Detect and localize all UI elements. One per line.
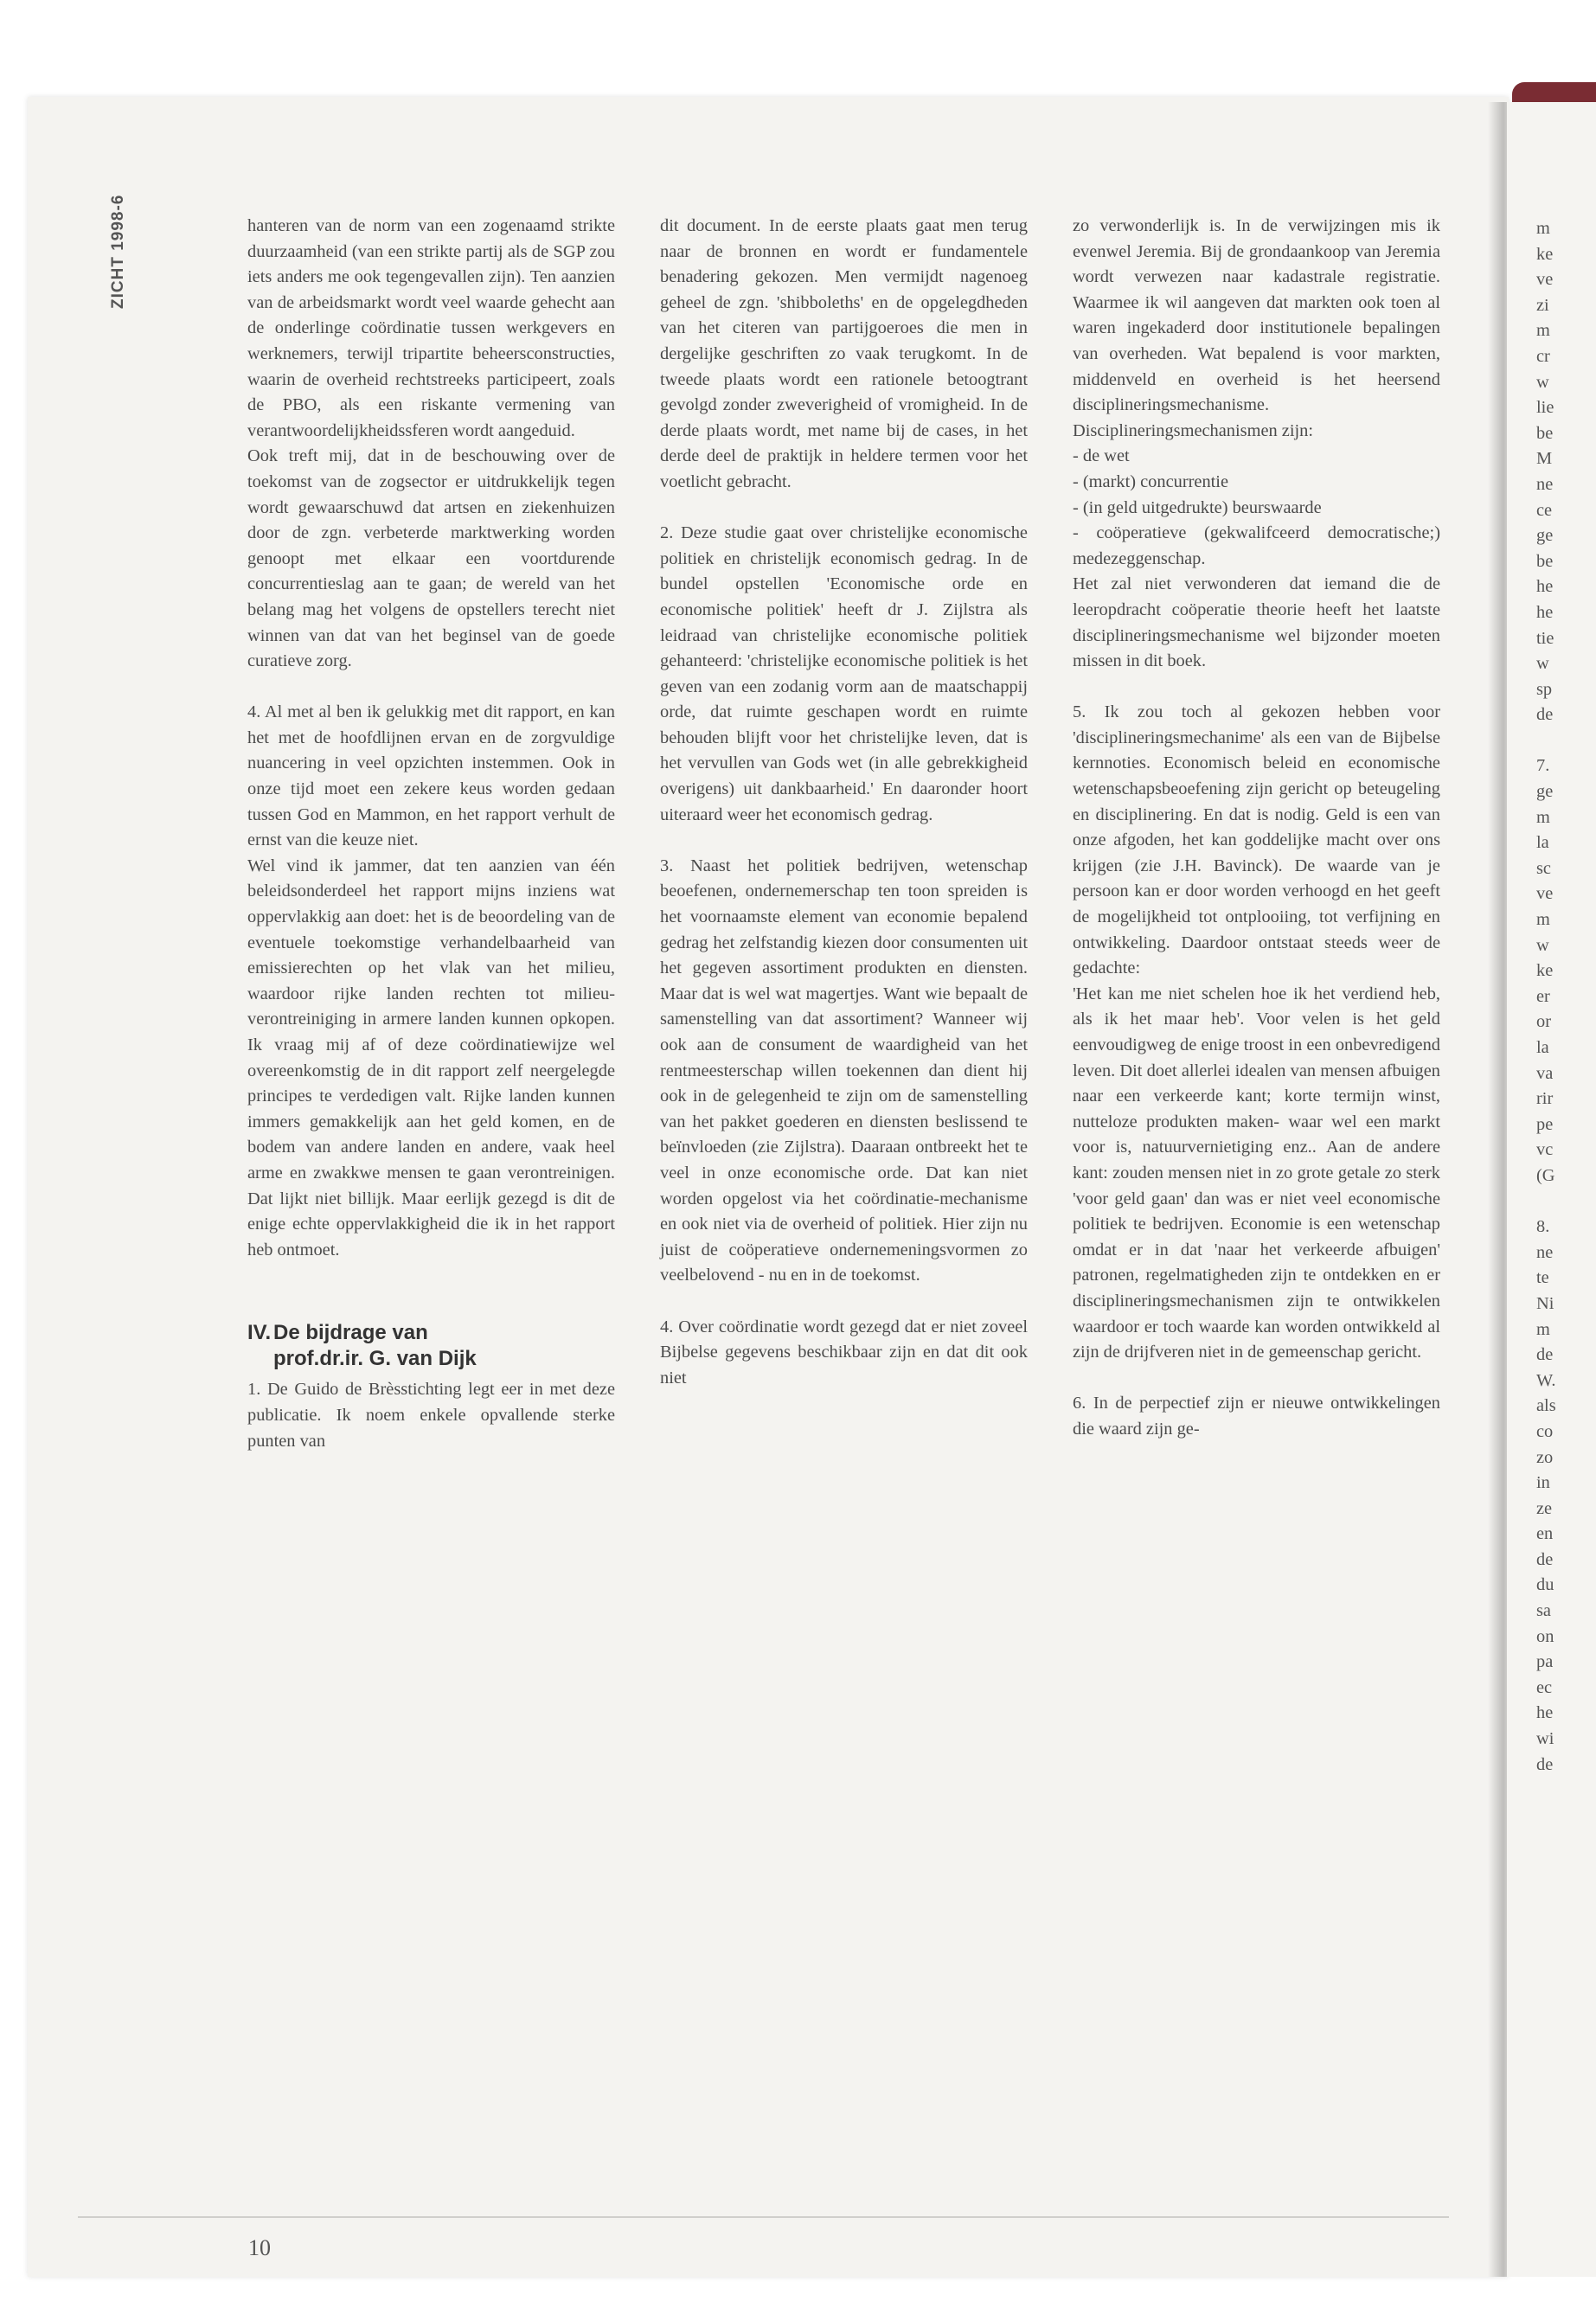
text-fragment: vc: [1536, 1140, 1554, 1160]
text-fragment: er: [1536, 986, 1550, 1006]
text-fragment: sp: [1536, 679, 1553, 699]
text-fragment: ce: [1536, 500, 1553, 520]
paragraph: 2. Deze studie gaat over christelijke economische politiek en christelijk economisch gedrag. In de bundel opstellen 'Economische orde en economische politiek' heeft dr J. Zijlstra als leidraad van christelijke economische politiek gehanteerd: 'christelijke economische politiek is het geven van een zodanig vorm aan de maatschappij orde, dat ruimte geschapen wordt en ruimte behouden blijft voor het christelijke leven, dat is het vervullen van Gods wet (in alle gebrekkigheid overigens) uit dankbaarheid.' En daaronder hoort uiteraard weer het economisch gedrag.: [660, 523, 1028, 824]
text-fragment: 7.: [1536, 756, 1550, 776]
text-fragment: ve: [1536, 884, 1554, 904]
text-fragment: zo: [1536, 1447, 1554, 1467]
text-fragment: w: [1536, 654, 1549, 674]
text-fragment: wi: [1536, 1729, 1554, 1749]
text-fragment: or: [1536, 1012, 1551, 1032]
list-item: - (markt) concurrentie: [1073, 471, 1229, 491]
list-item: - coöperatieve (gekwalifceerd democratische;) medezeggenschap.: [1073, 523, 1440, 568]
footer-rule: [78, 2216, 1449, 2218]
text-fragment: w: [1536, 935, 1549, 955]
text-column-2: [660, 214, 1028, 1391]
text-fragment: M: [1536, 449, 1553, 469]
text-fragment: en: [1536, 1524, 1554, 1544]
text-fragment: de: [1536, 1549, 1554, 1569]
text-fragment: on: [1536, 1626, 1554, 1646]
paragraph: hanteren van de norm van een zogenaamd strikte duurzaamheid (van een strikte partij als de SGP zou iets anders me ook tegengevallen zijn). Ten aanzien van de arbeidsmarkt wordt veel waarde gehecht aan de onderlinge coördinatie tussen werkgevers en werknemers, terwijl tripartite beheersconstructies, waarin de overheid rechtstreeks participeert, zoals de PBO, als een riskante vermening van verantwoordelijkheidssferen wordt aangeduid.: [247, 216, 615, 440]
text-fragment: w: [1536, 372, 1549, 392]
text-fragment: la: [1536, 1038, 1549, 1057]
list-item: - (in geld uitgedrukte) beurswaarde: [1073, 497, 1322, 517]
paragraph: Ook treft mij, dat in de beschouwing over de toekomst van de zogsector er uitdrukkelijk tegen wordt gewaarschuwd dat artsen en ziekenhuizen door de zgn. verbeterde marktwerking worden genoopt met elkaar een voortdurende concurrentieslag aan te gaan; de wereld van het belang mag het volgens de opstellers terecht niet winnen van dat van het beginsel van de goede curatieve zorg.: [247, 446, 615, 671]
text-fragment: va: [1536, 1063, 1554, 1083]
section-number: IV.: [247, 1321, 272, 1345]
paragraph: 4. Al met al ben ik gelukkig met dit rapport, en kan het met de hoofdlijnen ervan en de zorgvuldige nuancering in veel opzichten instemmen. Ook in onze tijd moet een zekere keus worden gedaan tussen God en Mammon, en het rapport verhult de ernst van die keuze niet.: [247, 702, 615, 850]
section-title-line: De bijdrage van: [273, 1321, 428, 1345]
text-fragment: ze: [1536, 1498, 1553, 1518]
text-fragment: co: [1536, 1421, 1554, 1441]
text-column-1: [247, 214, 615, 1454]
text-fragment: ge: [1536, 782, 1554, 802]
running-head: ZICHT 1998-6: [109, 194, 127, 309]
text-fragment: rir: [1536, 1089, 1554, 1109]
paragraph: dit document. In de eerste plaats gaat men terug naar de bronnen en wordt er fundamentele benadering gekozen. Men vermijdt nagenoeg geheel de zgn. 'shibboleths' en de opgelegdheden van het citeren van partijgoeroes die men in dergelijke geschriften zo vaak terugkomt. In de tweede plaats wordt een rationele betoogtrant gevolgd zonder zweverigheid of vromigheid. In de derde plaats wordt, met name bij de cases, in het derde deel de praktijk in heldere termen voor het voetlicht gebracht.: [660, 216, 1028, 491]
text-fragment: pe: [1536, 1114, 1554, 1134]
text-fragment: lie: [1536, 398, 1554, 418]
text-fragment: pa: [1536, 1652, 1554, 1672]
section-title: [273, 1320, 477, 1372]
text-fragment: m: [1536, 1319, 1550, 1339]
text-fragment: in: [1536, 1473, 1550, 1493]
text-fragment: be: [1536, 423, 1554, 443]
text-fragment: de: [1536, 705, 1554, 725]
text-fragment: ve: [1536, 270, 1554, 290]
paragraph: 4. Over coördinatie wordt gezegd dat er niet zoveel Bijbelse gegevens beschikbaar zijn en dat dit ook niet: [660, 1317, 1028, 1388]
text-fragment: 8.: [1536, 1217, 1550, 1237]
text-fragment: W.: [1536, 1370, 1556, 1390]
paragraph: 1. De Guido de Brèsstichting legt eer in met deze publicatie. Ik noem enkele opvallende sterke punten van: [247, 1380, 615, 1451]
text-fragment: de: [1536, 1345, 1554, 1365]
text-fragment: ke: [1536, 961, 1554, 981]
paragraph: 6. In de perpectief zijn er nieuwe ontwikkelingen die waard zijn ge-: [1073, 1394, 1440, 1439]
text-fragment: ec: [1536, 1677, 1553, 1697]
text-fragment: he: [1536, 577, 1554, 597]
list-item: - de wet: [1073, 446, 1130, 466]
paragraph: 3. Naast het politiek bedrijven, wetenschap beoefenen, ondernemerschap ten toon spreiden is het voornaamste element van economie bepalend gedrag het zelfstandig kiezen door consumenten uit het gegeven assortiment produkten en diensten. Maar dat is wel wat magertjes. Want wie bepaalt de samenstelling van dat assortiment? Wanneer wij ook aan de consument de waardigheid van het rentmeesterschap willen toekennen dan dient hij ook in de gelegenheid te zijn om de samenstelling van het pakket goederen en diensten beslissend te beïnvloeden (zie Zijlstra). Daaraan ontbreekt het te veel in onze economische orde. Dat kan niet worden opgelost via het coördinatie-mechanisme en ook niet via de overheid of politiek. Hier zijn nu juist de coöperatieve ondernemeningsvormen zo veelbelovend - nu en in de toekomst.: [660, 856, 1028, 1285]
text-fragment: ge: [1536, 526, 1554, 546]
right-page-edge: [1507, 102, 1596, 2277]
right-page-text-fragments: [1536, 216, 1596, 1778]
paragraph: 5. Ik zou toch al gekozen hebben voor 'disciplineringsmechanime' als een van de Bijbelse kernnoties. Economisch beleid en economische wetenschapsbeoefening zijn gericht op beteugeling en disciplinering. En dat is nodig. Geld is een van onze afgoden, het kan goddelijke macht over ons krijgen (zie J.H. Bavinck). De waarde van je persoon kan er door worden verhoogd en het geeft de mogelijkheid tot ontplooiing, tot verfijning en ontwikkeling. Daardoor ontstaat steeds weer de gedachte:: [1073, 702, 1440, 978]
text-fragment: de: [1536, 1754, 1554, 1774]
text-fragment: [1536, 1189, 1596, 1215]
text-fragment: m: [1536, 910, 1550, 930]
text-fragment: ne: [1536, 1242, 1554, 1262]
section-heading: [247, 1320, 615, 1372]
text-column-3: [1073, 214, 1440, 1443]
paragraph: Het zal niet verwonderen dat iemand die de leeropdracht coöperatie theorie heeft het laatste disciplineringsmechanisme wel bijzonder moeten missen in dit boek.: [1073, 574, 1440, 671]
page-number: 10: [248, 2235, 271, 2260]
text-fragment: sa: [1536, 1601, 1551, 1621]
text-fragment: te: [1536, 1268, 1549, 1288]
text-fragment: Ni: [1536, 1293, 1554, 1313]
text-fragment: [1536, 728, 1596, 754]
text-fragment: cr: [1536, 346, 1550, 366]
paragraph: zo verwonderlijk is. In de verwijzingen mis ik evenwel Jeremia. Bij de grondaankoop van Jeremia wordt verwezen naar kadastrale registratie. Waarmee ik wil aangeven dat markten ook toen al waren ingekaderd door institutionele bepalingen van overheden. Wat bepalend is voor markten, middenveld en overheid is het heersend disciplineringsmechanisme. Disciplineringsmechanismen zijn:: [1073, 216, 1440, 440]
text-fragment: als: [1536, 1396, 1556, 1416]
text-fragment: be: [1536, 551, 1554, 571]
section-title-line: prof.dr.ir. G. van Dijk: [273, 1347, 477, 1371]
text-fragment: m: [1536, 321, 1550, 341]
text-fragment: sc: [1536, 858, 1551, 878]
text-fragment: he: [1536, 1703, 1554, 1723]
text-fragment: m: [1536, 807, 1550, 827]
left-page: [28, 97, 1509, 2277]
paragraph: 'Het kan me niet schelen hoe ik het verdiend heb, als ik het maar heb'. Voor velen is het geld eenvoudigweg de enige troost in een onbevredigend leven. Dit doet allerlei idealen van mensen afbuigen naar een verkeerde kant; korte termijn winst, nutteloze produkten maken- waar wel een markt voor is, natuurvernietiging enz.. Aan de andere kant: zouden mensen niet in zo grote getale zo sterk 'voor geld gaan' dan was er niet veel economische politiek te bedrijven. Economie is een wetenschap omdat er in dat 'naar het verkeerde afbuigen' patronen, regelmatigheden zijn te ontdekken en er disciplineringsmechanismen zijn te ontwikkelen waardoor er toch waarde kan worden ontwikkeld al zijn de drijfveren niet in de gemeenschap gericht.: [1073, 984, 1440, 1362]
text-fragment: ke: [1536, 244, 1554, 264]
text-fragment: ne: [1536, 474, 1554, 494]
text-fragment: zi: [1536, 295, 1549, 315]
mechanism-list: [1073, 444, 1440, 572]
text-fragment: du: [1536, 1575, 1554, 1595]
text-fragment: he: [1536, 602, 1554, 622]
text-fragment: la: [1536, 833, 1549, 853]
text-fragment: m: [1536, 219, 1550, 238]
text-fragment: (G: [1536, 1165, 1555, 1185]
text-fragment: tie: [1536, 628, 1554, 648]
paragraph: Wel vind ik jammer, dat ten aanzien van één beleidsonderdeel het rapport mijns inziens wat oppervlakkig aan doet: het is de beoordeling van de eventuele toekomstige verhandelbaarheid van emissierechten op het vlak van het milieu, waardoor rijke landen rechten tot milieu-verontreiniging in armere landen kunnen opkopen. Ik vraag mij af of deze coördinatiewijze wel overeenkomstig de in dit rapport zelf neergelegde principes te verdedigen valt. Rijke landen kunnen immers gemakkelijk aan het geld komen, en de bodem van andere landen en andere, vaak heel arme en zwakkwe mensen te gaan verontreinigen. Dat lijkt niet billijk. Maar eerlijk gezegd is dit de enige echte oppervlakkigheid die ik in het rapport heb ontmoet.: [247, 856, 615, 1259]
